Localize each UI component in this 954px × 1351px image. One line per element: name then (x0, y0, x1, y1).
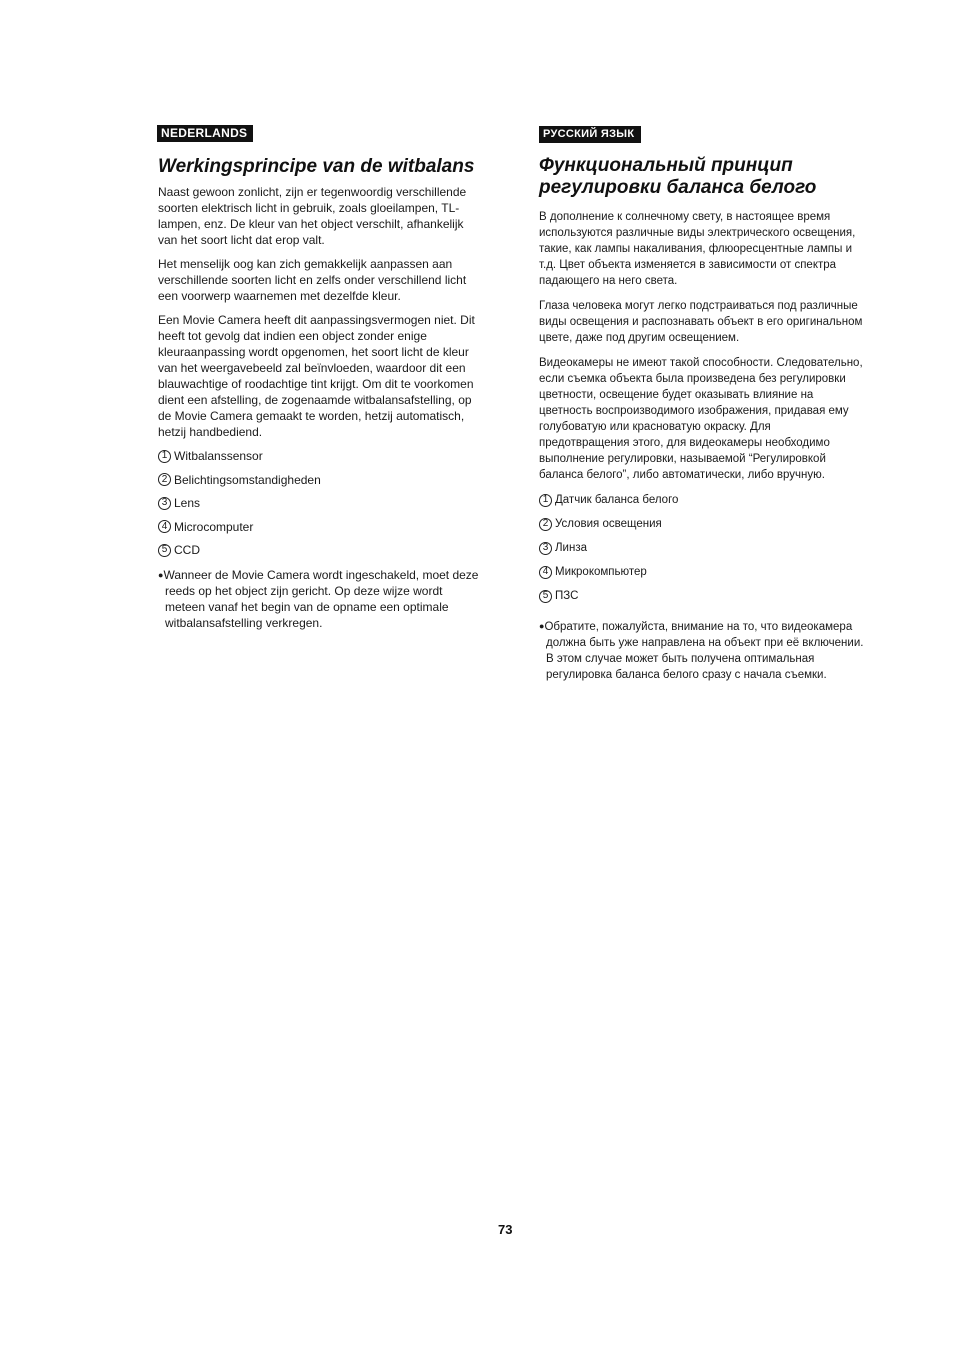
circled-number: 2 (539, 518, 552, 531)
list-item-label: Belichtingsomstandigheden (174, 472, 321, 487)
list-item (539, 540, 864, 556)
list-item (158, 519, 480, 535)
russian-column (539, 124, 864, 683)
note-russian (539, 618, 864, 683)
list-item (158, 448, 480, 464)
bullet-icon: ● (158, 570, 164, 580)
list-item-label: Lens (174, 496, 201, 510)
component-list-russian (539, 492, 864, 604)
paragraph: Een Movie Camera heeft dit aanpassingsvermogen niet. Dit heeft tot gevolg dat indien een object zonder enige kleuraanpassing wordt opgenomen, het soort licht de kleur van het weergavebeeld zal beïnvloeden, waardoor dit een blauwachtige of roodachtige tint krijgt. Om dit te voorkomen dient een afstelling, de zogenaamde witbalansafstelling, op de Movie Camera gemaakt te worden, hetzij automatisch, hetzij handbediend. (158, 313, 475, 439)
list-item-label: ПЗС (555, 590, 579, 602)
list-item (158, 542, 480, 558)
circled-number: 4 (158, 520, 171, 533)
list-item-label: Микрокомпьютер (555, 566, 647, 578)
language-badge-dutch: NEDERLANDS (157, 125, 253, 142)
list-item-label: Условия освещения (555, 518, 662, 530)
component-list-dutch (158, 448, 480, 558)
section-title-russian: Функциональный принцип регулировки баланса белого (539, 155, 817, 198)
circled-number: 3 (158, 497, 171, 510)
paragraph: Het menselijk oog kan zich gemakkelijk aanpassen aan verschillende soorten licht en zelfs onder verschillend licht een voorwerp waarnemen met dezelfde kleur. (158, 257, 467, 303)
paragraph: Глаза человека могут легко подстраиваться под различные виды освещения и распознавать объект в его оригинальном цвете, даже под другим освещением. (539, 300, 863, 344)
list-item (158, 472, 480, 488)
list-item-label: CCD (174, 543, 200, 557)
list-item (158, 495, 480, 511)
circled-number: 2 (158, 473, 171, 486)
note-text: Wanneer de Movie Camera wordt ingeschakeld, moet deze reeds op het object zijn gericht. Op deze wijze wordt meteen vanaf het begin van de opname een optimale witbalansafstelling verkregen. (163, 568, 479, 630)
bullet-icon: ● (539, 621, 545, 631)
paragraph: В дополнение к солнечному свету, в настоящее время используются различные виды электрического освещения, такие, как лампы накаливания, флюоресцентные лампы и т.д. Цвет объекта изменяется в зависимости от спектра падающего на него света. (539, 211, 856, 287)
circled-number: 4 (539, 566, 552, 579)
circled-number: 3 (539, 542, 552, 555)
note-dutch (158, 567, 480, 631)
circled-number: 5 (158, 544, 171, 557)
circled-number: 5 (539, 590, 552, 603)
list-item-label: Линза (555, 542, 587, 554)
paragraph: Видеокамеры не имеют такой способности. Следовательно, если съемка объекта была произведена без регулировки цветности, освещение будет оказывать влияние на цветность воспроизводимого изображения, придавая ему голубоватую или красноватую окраску. Для предотвращения этого, для видеокамеры необходимо выполнение регулировки, называемой “Регулировкой баланса белого”, либо автоматически, либо вручную. (539, 357, 863, 481)
list-item (539, 564, 864, 580)
list-item (539, 516, 864, 532)
section-title-dutch: Werkingsprincipe van de witbalans (158, 156, 475, 177)
dutch-column (158, 124, 480, 631)
note-text: Обратите, пожалуйста, внимание на то, что видеокамера должна быть уже направлена на объект при её включении. В этом случае может быть получена оптимальная регулировка баланса белого сразу с начала съемки. (544, 621, 864, 681)
paragraph: Naast gewoon zonlicht, zijn er tegenwoordig verschillende soorten elektrisch licht in gebruik, zoals gloeilampen, TL-lampen, enz. De kleur van het object verschilt, afhankelijk van het soort licht dat erop valt. (158, 185, 467, 247)
language-badge-russian: РУССКИЙ ЯЗЫК (539, 126, 641, 143)
page-number: 73 (498, 1222, 513, 1237)
list-item (539, 588, 864, 604)
circled-number: 1 (158, 450, 171, 463)
circled-number: 1 (539, 494, 552, 507)
list-item (539, 492, 864, 508)
list-item-label: Witbalanssensor (174, 449, 263, 463)
list-item-label: Датчик баланса белого (555, 494, 679, 506)
list-item-label: Microcomputer (174, 519, 254, 534)
